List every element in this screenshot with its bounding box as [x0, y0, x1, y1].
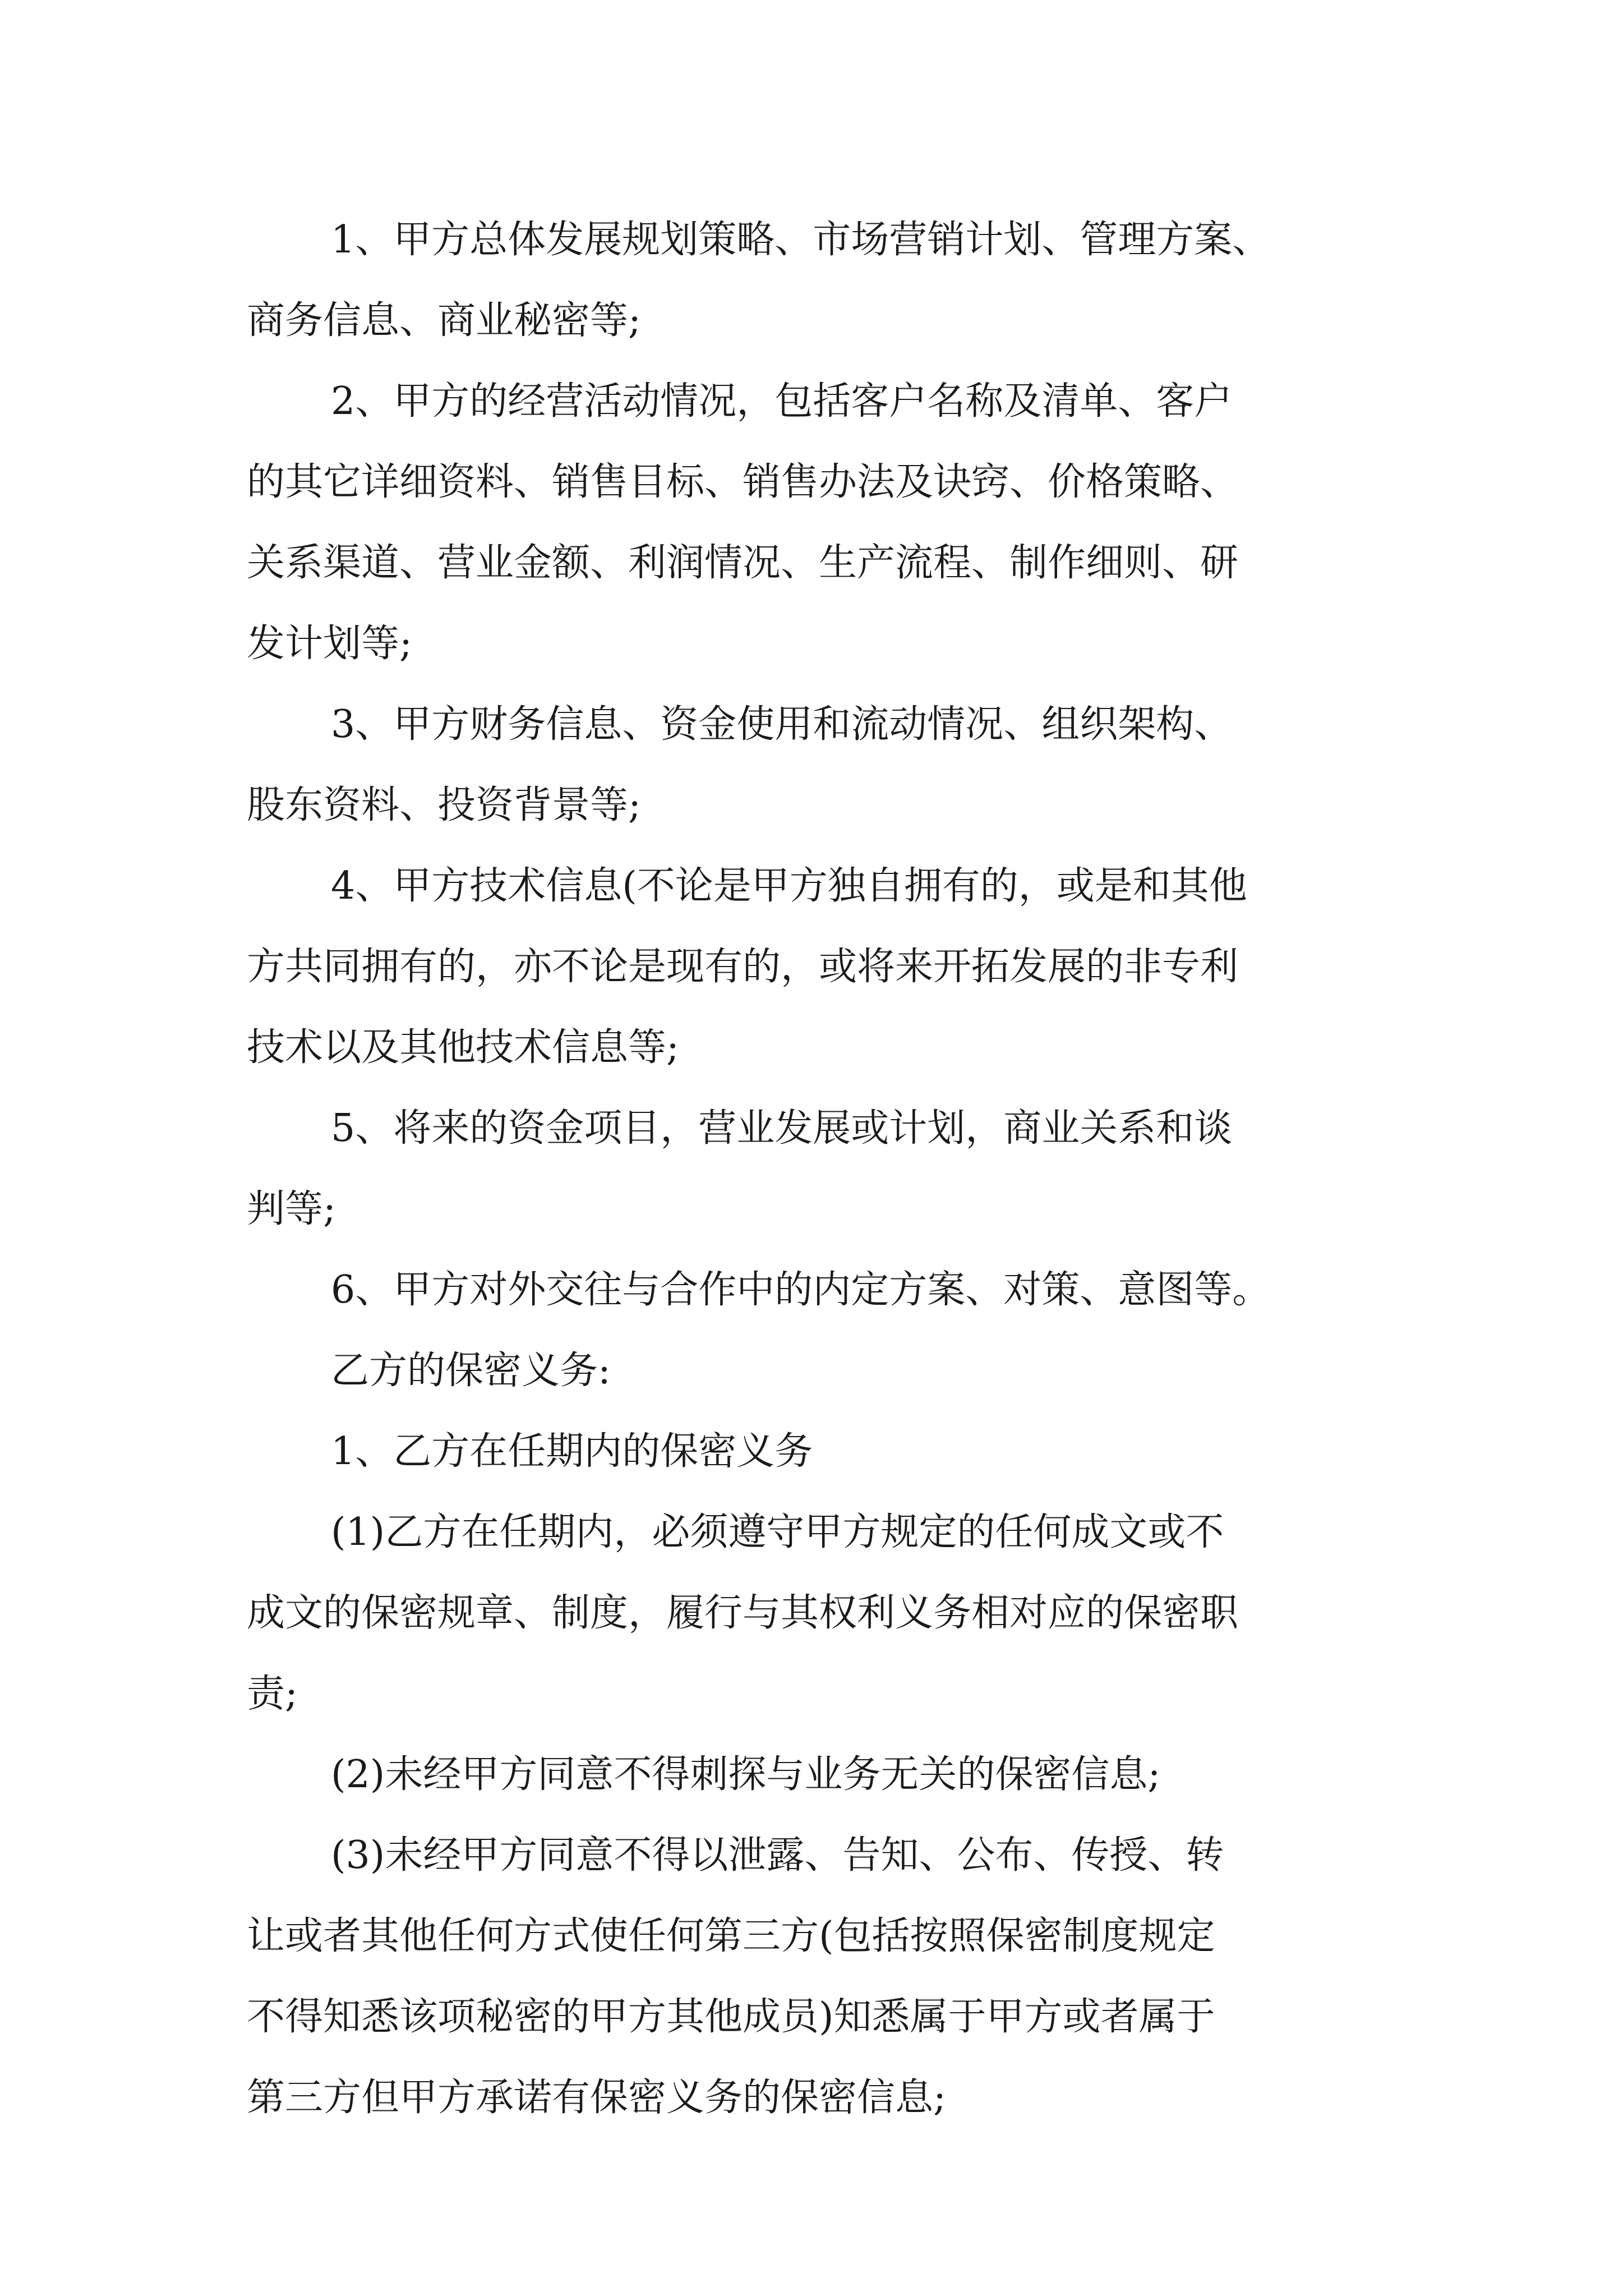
text-line: 2、甲方的经营活动情况，包括客户名称及清单、客户: [331, 379, 1233, 424]
text-line: 责;: [247, 1672, 298, 1716]
text-line: 1、乙方在任期内的保密义务: [331, 1429, 813, 1474]
text-line: (2)未经甲方同意不得刺探与业务无关的保密信息;: [331, 1752, 1161, 1797]
text-line: 判等;: [247, 1187, 336, 1231]
text-line: 第三方但甲方承诺有保密义务的保密信息;: [247, 2076, 946, 2120]
text-line: 4、甲方技术信息(不论是甲方独自拥有的，或是和其他: [331, 864, 1247, 908]
text-line: 技术以及其他技术信息等;: [247, 1025, 679, 1070]
text-line: 1、甲方总体发展规划策略、市场营销计划、管理方案、: [331, 218, 1271, 262]
text-line: 乙方的保密义务:: [331, 1349, 611, 1393]
text-line: 成文的保密规章、制度，履行与其权利义务相对应的保密职: [247, 1591, 1239, 1635]
text-line: 股东资料、投资背景等;: [247, 783, 641, 827]
text-line: (3)未经甲方同意不得以泄露、告知、公布、传授、转: [331, 1833, 1224, 1878]
text-line: 6、甲方对外交往与合作中的内定方案、对策、意图等。: [331, 1268, 1271, 1312]
text-line: 3、甲方财务信息、资金使用和流动情况、组织架构、: [331, 702, 1233, 747]
text-line: 的其它详细资料、销售目标、销售办法及诀窍、价格策略、: [247, 460, 1239, 504]
text-line: (1)乙方在任期内，必须遵守甲方规定的任何成文或不: [331, 1510, 1224, 1554]
text-line: 关系渠道、营业金额、利润情况、生产流程、制作细则、研: [247, 541, 1239, 585]
text-line: 让或者其他任何方式使任何第三方(包括按照保密制度规定: [247, 1914, 1215, 1958]
text-line: 商务信息、商业秘密等;: [247, 298, 641, 343]
text-line: 方共同拥有的，亦不论是现有的，或将来开拓发展的非专利: [247, 945, 1239, 989]
text-line: 5、将来的资金项目，营业发展或计划，商业关系和谈: [331, 1106, 1233, 1151]
text-line: 发计划等;: [247, 622, 412, 666]
text-line: 不得知悉该项秘密的甲方其他成员)知悉属于甲方或者属于: [247, 1995, 1215, 2039]
